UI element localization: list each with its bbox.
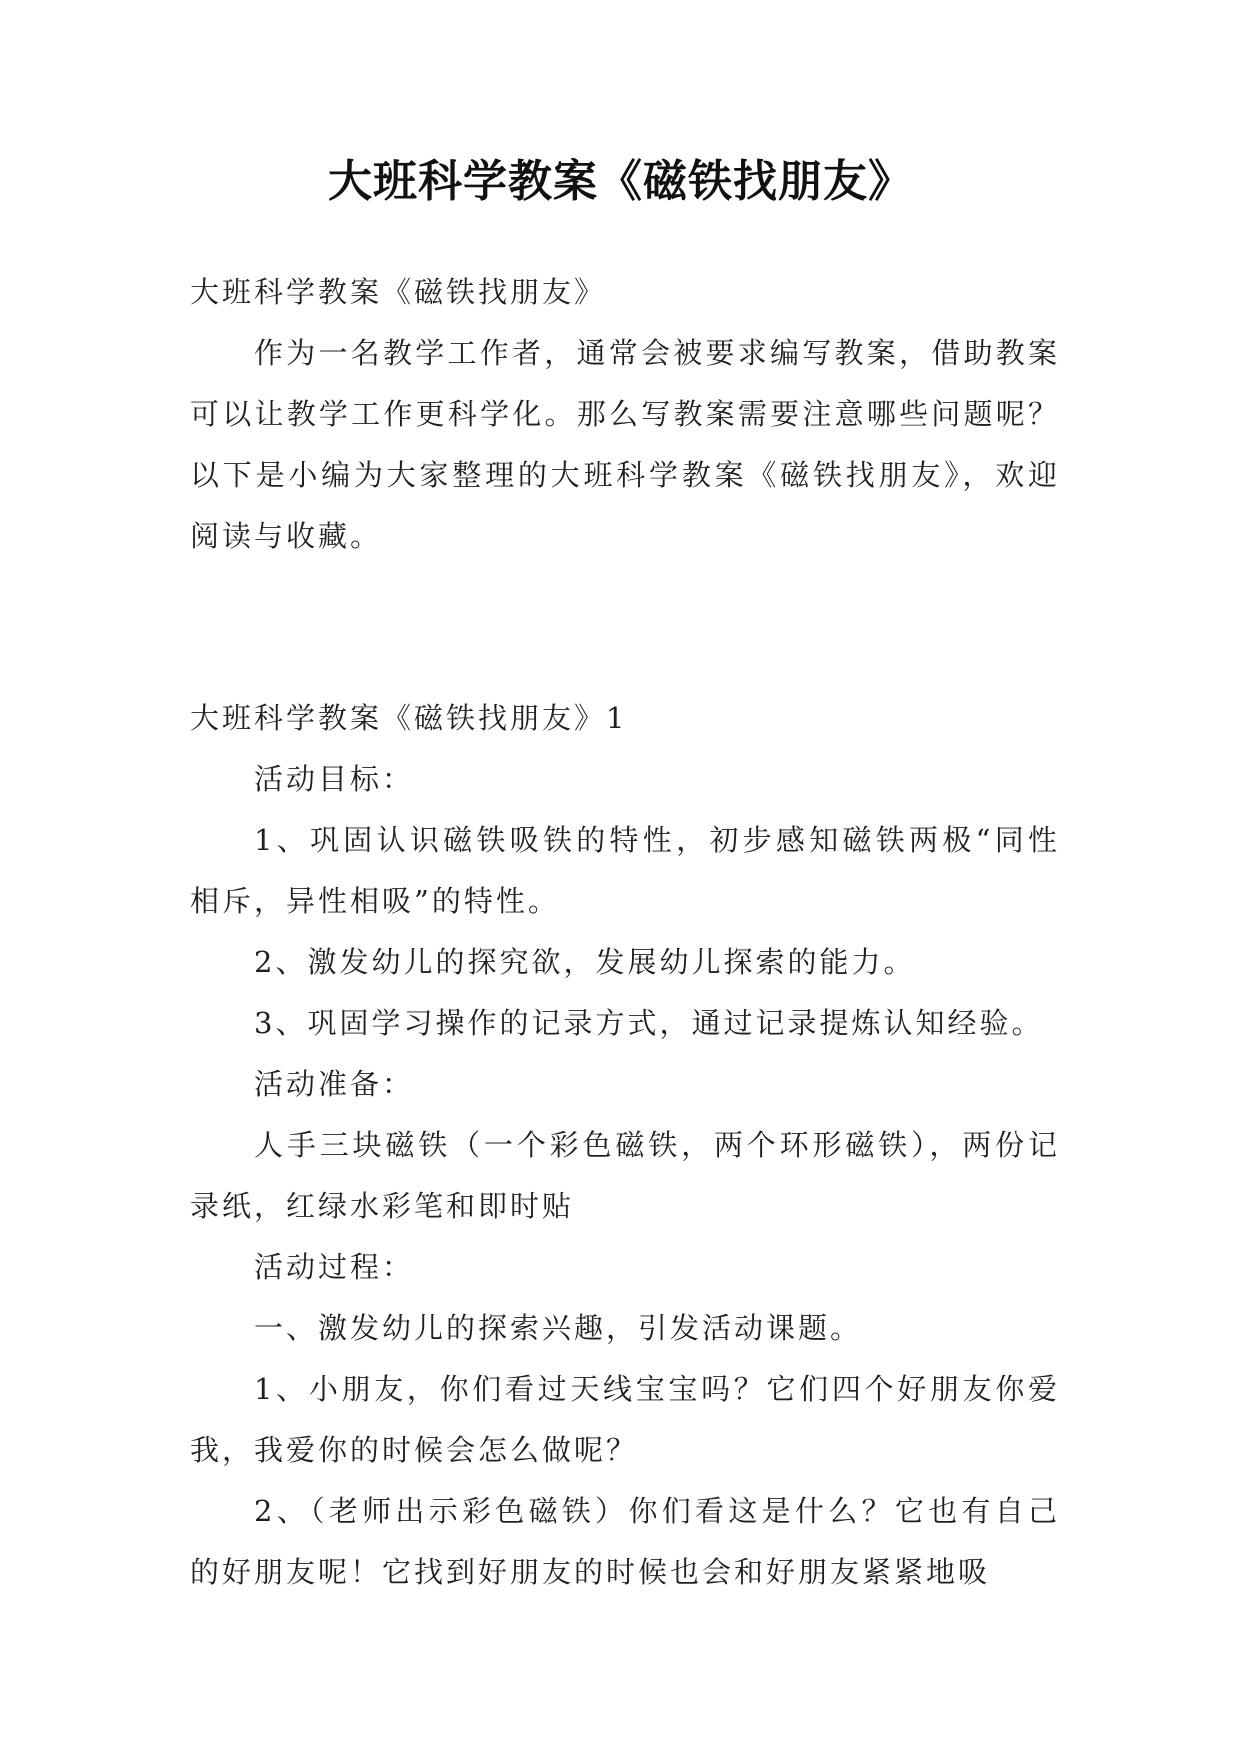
goal-1: 1、巩固认识磁铁吸铁的特性，初步感知磁铁两极“同性相斥，异性相吸”的特性。 (190, 823, 1060, 918)
section-1-heading: 大班科学教案《磁铁找朋友》1 (190, 701, 628, 735)
process-heading: 活动过程： (254, 1250, 415, 1284)
step-1: 1、小朋友，你们看过天线宝宝吗？它们四个好朋友你爱我，我爱你的时候会怎么做呢？ (190, 1372, 1060, 1467)
goals-heading: 活动目标： (254, 762, 415, 796)
step-heading: 一、激发幼儿的探索兴趣，引发活动课题。 (254, 1311, 863, 1345)
intro-section (190, 262, 1060, 567)
step-2: 2、（老师出示彩色磁铁）你们看这是什么？它也有自己的好朋友呢！它找到好朋友的时候也会和好朋友紧紧地吸 (190, 1494, 1060, 1589)
document-title: 大班科学教案《磁铁找朋友》 (328, 156, 913, 207)
intro-subtitle: 大班科学教案《磁铁找朋友》 (190, 275, 607, 309)
prep-text: 人手三块磁铁（一个彩色磁铁，两个环形磁铁），两份记录纸，红绿水彩笔和即时贴 (190, 1128, 1060, 1223)
goal-2: 2、激发幼儿的探究欲，发展幼儿探索的能力。 (254, 945, 916, 979)
intro-paragraph: 作为一名教学工作者，通常会被要求编写教案，借助教案可以让教学工作更科学化。那么写教案需要注意哪些问题呢？以下是小编为大家整理的大班科学教案《磁铁找朋友》，欢迎阅读与收藏。 (190, 336, 1060, 553)
section-1 (190, 688, 1060, 1603)
goal-3: 3、巩固学习操作的记录方式，通过记录提炼认知经验。 (254, 1006, 1044, 1040)
prep-heading: 活动准备： (254, 1067, 415, 1101)
